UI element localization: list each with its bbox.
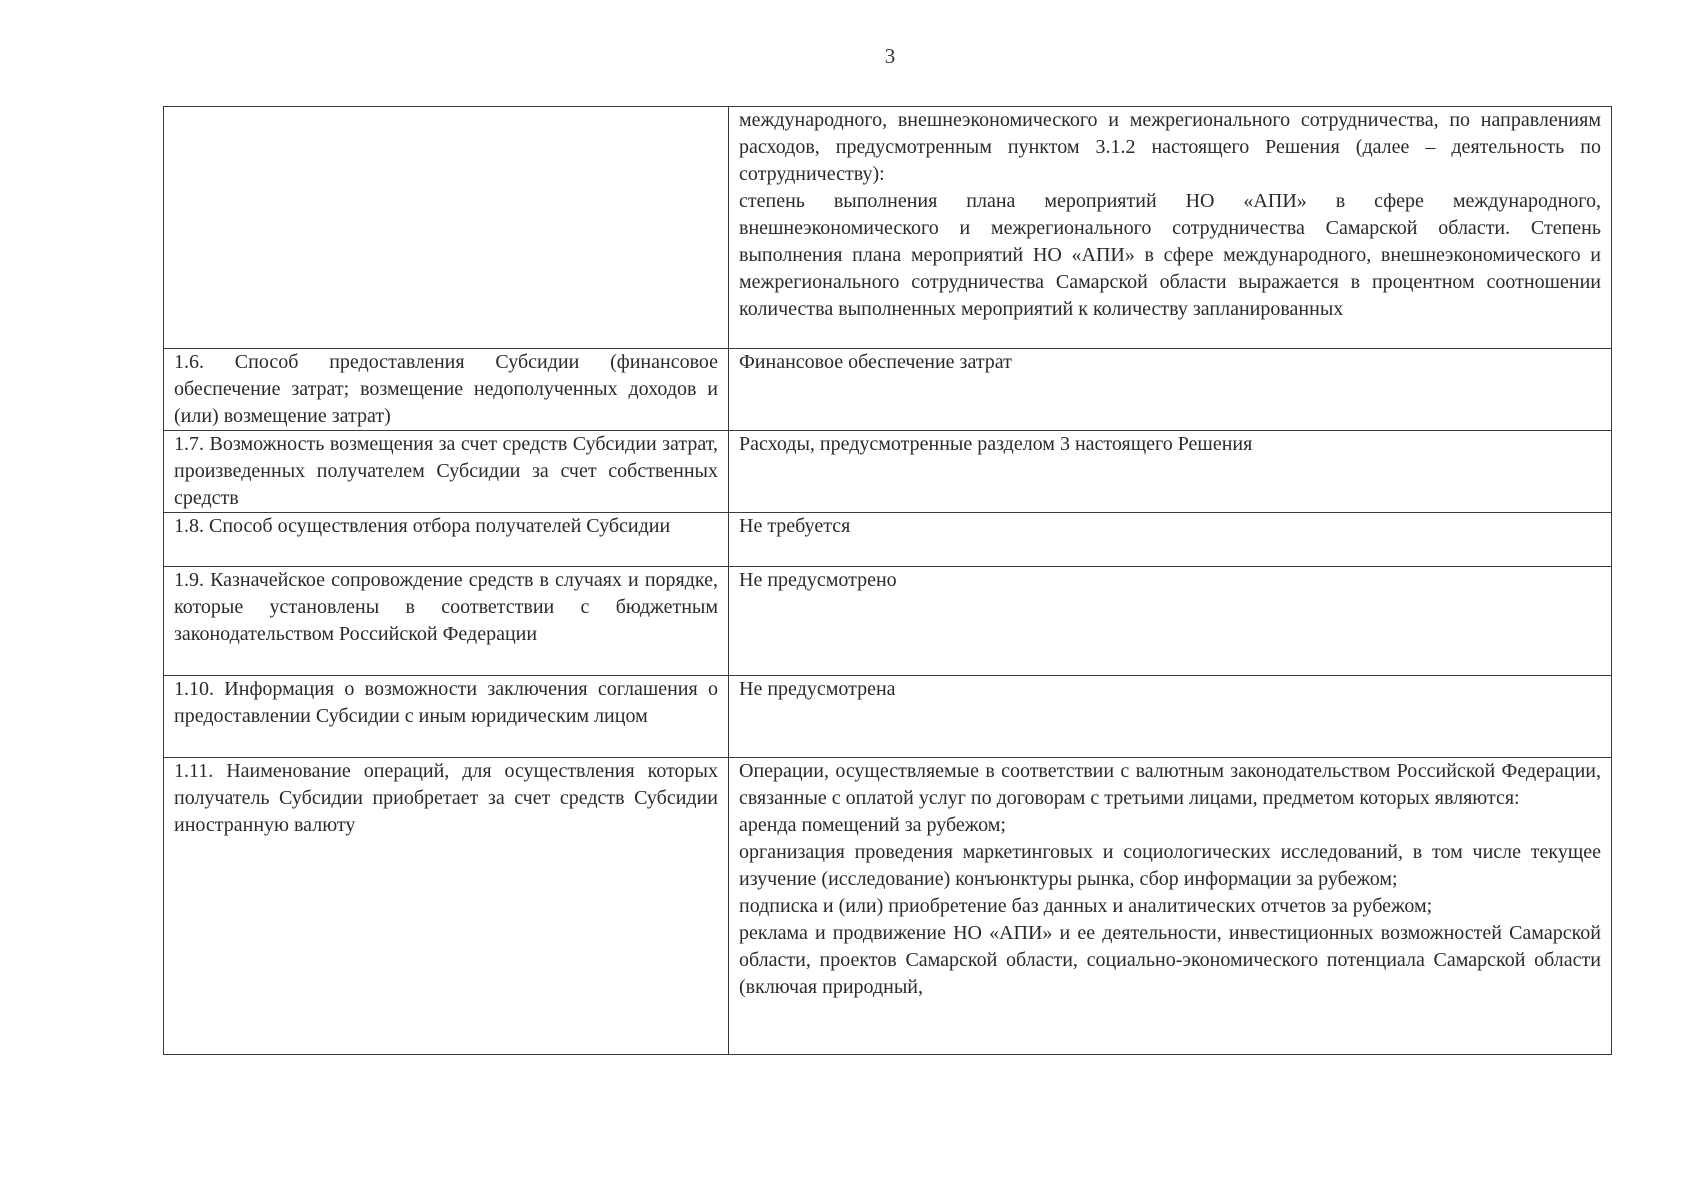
row-value-cell	[729, 758, 1612, 1055]
row-value-paragraph: Финансовое обеспечение затрат	[739, 351, 1012, 373]
row-label-cell: 1.7. Возможность возмещения за счет средств Субсидии затрат, произведенных получателем Субсидии за счет собственных средств	[164, 431, 729, 513]
row-value-cell	[729, 513, 1612, 567]
table-row	[164, 349, 1612, 431]
row-value-cell	[729, 431, 1612, 513]
row-value-paragraph: Расходы, предусмотренные разделом 3 настоящего Решения	[739, 433, 1253, 455]
row-value-paragraph: Не предусмотрено	[739, 569, 897, 591]
table-row	[164, 567, 1612, 676]
row-value-cell	[729, 349, 1612, 431]
row-label-cell: 1.11. Наименование операций, для осуществления которых получатель Субсидии приобретает за счет средств Субсидии иностранную валюту	[164, 758, 729, 1055]
row-value-paragraph: международного, внешнеэкономического и межрегионального сотрудничества, по направлениям расходов, предусмотренным пунктом 3.1.2 настоящего Решения (далее – деятельность по сотрудничеству):	[739, 109, 1601, 185]
row-label-cell: 1.8. Способ осуществления отбора получателей Субсидии	[164, 513, 729, 567]
table-row	[164, 107, 1612, 349]
table-row	[164, 513, 1612, 567]
row-value-paragraph: Операции, осуществляемые в соответствии с валютным законодательством Российской Федерации, связанные с оплатой услуг по договорам с третьими лицами, предметом которых являются:	[739, 760, 1601, 809]
row-label-cell	[164, 107, 729, 349]
document-table	[163, 106, 1612, 1055]
row-value-paragraph: аренда помещений за рубежом;	[739, 814, 1006, 836]
row-value-paragraph: организация проведения маркетинговых и социологических исследований, в том числе текущее изучение (исследование) конъюнктуры рынка, сбор информации за рубежом;	[739, 841, 1601, 890]
row-value-paragraph: степень выполнения плана мероприятий НО «АПИ» в сфере международного, внешнеэкономического и межрегионального сотрудничества Самарской области. Степень выполнения плана мероприятий НО «АПИ» в сфере международного, внешнеэкономического и межрегионального сотрудничества Самарской области выражается в процентном соотношении количества выполненных мероприятий к количеству запланированных	[739, 190, 1601, 320]
row-label-cell: 1.6. Способ предоставления Субсидии (финансовое обеспечение затрат; возмещение недополученных доходов и (или) возмещение затрат)	[164, 349, 729, 431]
row-value-cell	[729, 676, 1612, 758]
row-value-paragraph: подписка и (или) приобретение баз данных и аналитических отчетов за рубежом;	[739, 895, 1433, 917]
row-label-cell: 1.9. Казначейское сопровождение средств в случаях и порядке, которые установлены в соответствии с бюджетным законодательством Российской Федерации	[164, 567, 729, 676]
table-row	[164, 676, 1612, 758]
page-number: 3	[884, 44, 896, 68]
table-row	[164, 431, 1612, 513]
row-value-paragraph: Не предусмотрена	[739, 678, 896, 700]
table-row	[164, 758, 1612, 1055]
row-value-paragraph: Не требуется	[739, 515, 851, 537]
row-value-cell	[729, 567, 1612, 676]
row-value-cell	[729, 107, 1612, 349]
row-label-cell: 1.10. Информация о возможности заключения соглашения о предоставлении Субсидии с иным юридическим лицом	[164, 676, 729, 758]
row-value-paragraph: реклама и продвижение НО «АПИ» и ее деятельности, инвестиционных возможностей Самарской области, проектов Самарской области, социально-экономического потенциала Самарской области (включая природный,	[739, 922, 1601, 998]
